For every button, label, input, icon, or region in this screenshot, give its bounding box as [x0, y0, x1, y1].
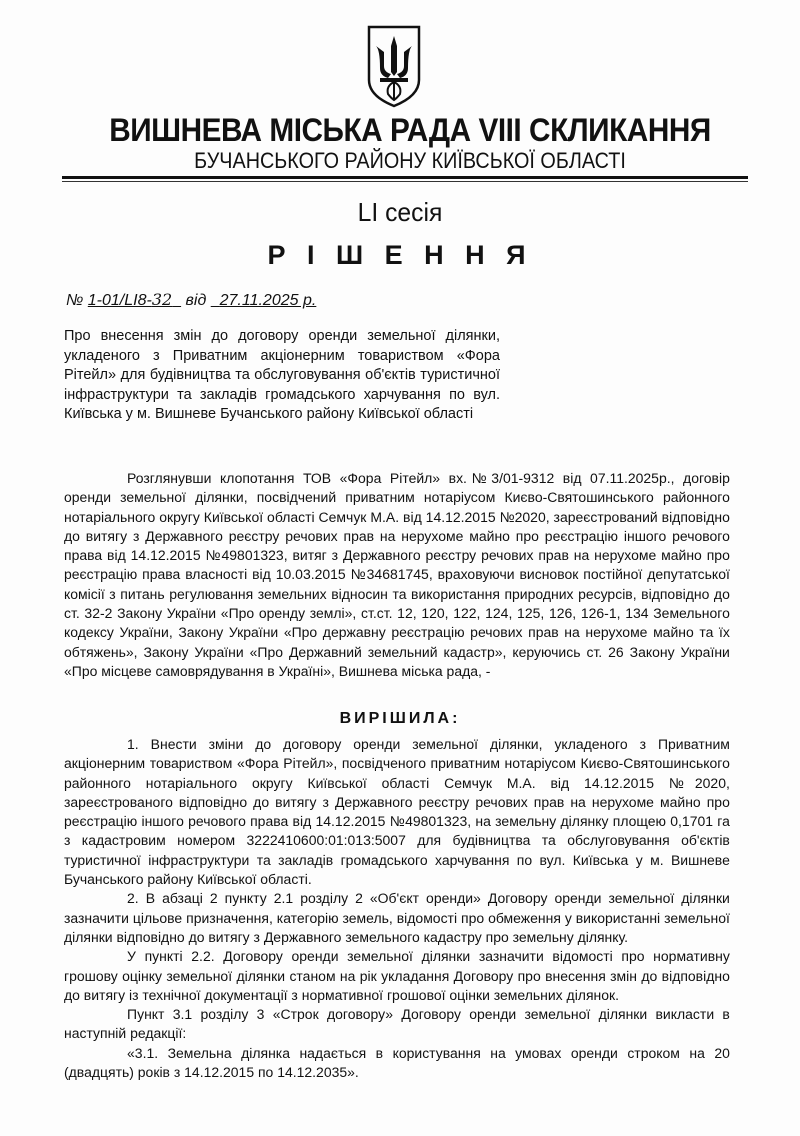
resolution-item-2-quote: «3.1. Земельна ділянка надається в користування на умовах оренди строком на 20 (двадцять) років з 14.12.2015 по 14.12.2035». — [64, 1045, 730, 1082]
decision-subject: Про внесення змін до договору оренди земельної ділянки, укладеного з Приватним акціонерним товариством «Фора Рітейл» для будівництва та обслуговування об'єктів туристичної інфраструктури та закладів громадського харчування по вул. Київська у м. Вишневе Бучанського району Київської області — [64, 328, 500, 423]
session-label: LI сесія — [357, 197, 443, 227]
decision-number — [88, 292, 181, 309]
resolution-items — [64, 736, 730, 1083]
number-prefix: № — [66, 292, 84, 309]
council-subtitle: БУЧАНСЬКОГО РАЙОНУ КИЇВСЬКОЇ ОБЛАСТІ — [194, 148, 626, 173]
registration-line — [66, 290, 316, 311]
header-divider-thick — [62, 176, 748, 179]
date-prefix: від — [185, 292, 207, 309]
resolution-item-2-clause-3-1: Пункт 3.1 розділу 3 «Строк договору» Договору оренди земельної ділянки викласти в наступній редакції: — [64, 1007, 730, 1043]
resolution-item-2-clause-2-2: У пункті 2.2. Договору оренди земельної ділянки зазначити відомості про нормативну грошову оцінку земельної ділянки станом на рік укладання Договору про внесення змін до відповідно до витягу із технічної документації з нормативної грошової оцінки земельних ділянок. — [64, 949, 730, 1004]
preamble-section — [64, 470, 730, 682]
decision-number-handwritten: 32 — [151, 290, 173, 309]
decision-date — [211, 292, 317, 309]
preamble-paragraph: Розглянувши клопотання ТОВ «Фора Рітейл» вх.№3/01-9312 від 07.11.2025р., договір оренди земельної ділянки, посвідчений приватним нотаріусом Києво-Святошинського районного нотаріального округу Київської області Семчук М.А. від 14.12.2015 №2020, зареєстрований відповідно до витягу з Державного реєстру речових прав на нерухоме майно про реєстрацію іншого речового права від 14.12.2015 №49801323, витяг з Державного реєстру речових прав на нерухоме майно про реєстрацію права власності від 10.03.2015 №34681745, враховуючи висновок постійної депутатської комісії з питань регулювання земельних відносин та використання природних ресурсів, відповідно до ст. 32-2 Закону України «Про оренду землі», ст.ст. 12, 120, 122, 124, 125, 126, 126-1, 134 Земельного кодексу України, Закону України «Про державну реєстрацію речових прав на нерухоме майно та їх обтяжень», Закону України «Про Державний земельний кадастр», керуючись ст. 26 Закону України «Про місцеве самоврядування в Україні», Вишнева міська рада, - — [64, 471, 730, 680]
resolution-item-2: 2. В абзаці 2 пункту 2.1 розділу 2 «Об'єкт оренди» Договору оренди земельної ділянки зазначити цільове призначення, категорію земель, відомості про обмеження у використанні земельної ділянки відповідно до витягу з Державного земельного кадастру про земельну ділянку. — [64, 891, 730, 946]
header-divider-thin — [62, 181, 748, 182]
resolved-heading: ВИРІШИЛА: — [339, 710, 461, 727]
council-title: ВИШНЕВА МІСЬКА РАДА VIII СКЛИКАННЯ — [109, 112, 711, 148]
document-type-title: Р І Ш Е Н Н Я — [267, 240, 533, 270]
decision-date-value: 27.11.2025 р. — [219, 292, 317, 309]
resolution-item-1: 1. Внести зміни до договору оренди земельної ділянки, укладеного з Приватним акціонерним товариством «Фора Рітейл», посвідченого приватним нотаріусом Києво-Святошинського районного нотаріального округу Київської області Семчук М.А. від 14.12.2015 №2020, зареєстрованого відповідно до витягу з Державного реєстру речових прав на нерухоме майно про реєстрацію іншого речового права від 14.12.2015 №49801323, на земельну ділянку площею 0,1701 га з кадастровим номером 3222410600:01:013:5007 для будівництва та обслуговування об'єктів туристичної інфраструктури та закладів громадського харчування по вул. Київська у м. Вишневе Бучанського району Київської області. — [64, 737, 730, 889]
decision-number-printed: 1-01/LI8- — [87, 292, 152, 309]
coat-of-arms-icon — [366, 24, 422, 108]
